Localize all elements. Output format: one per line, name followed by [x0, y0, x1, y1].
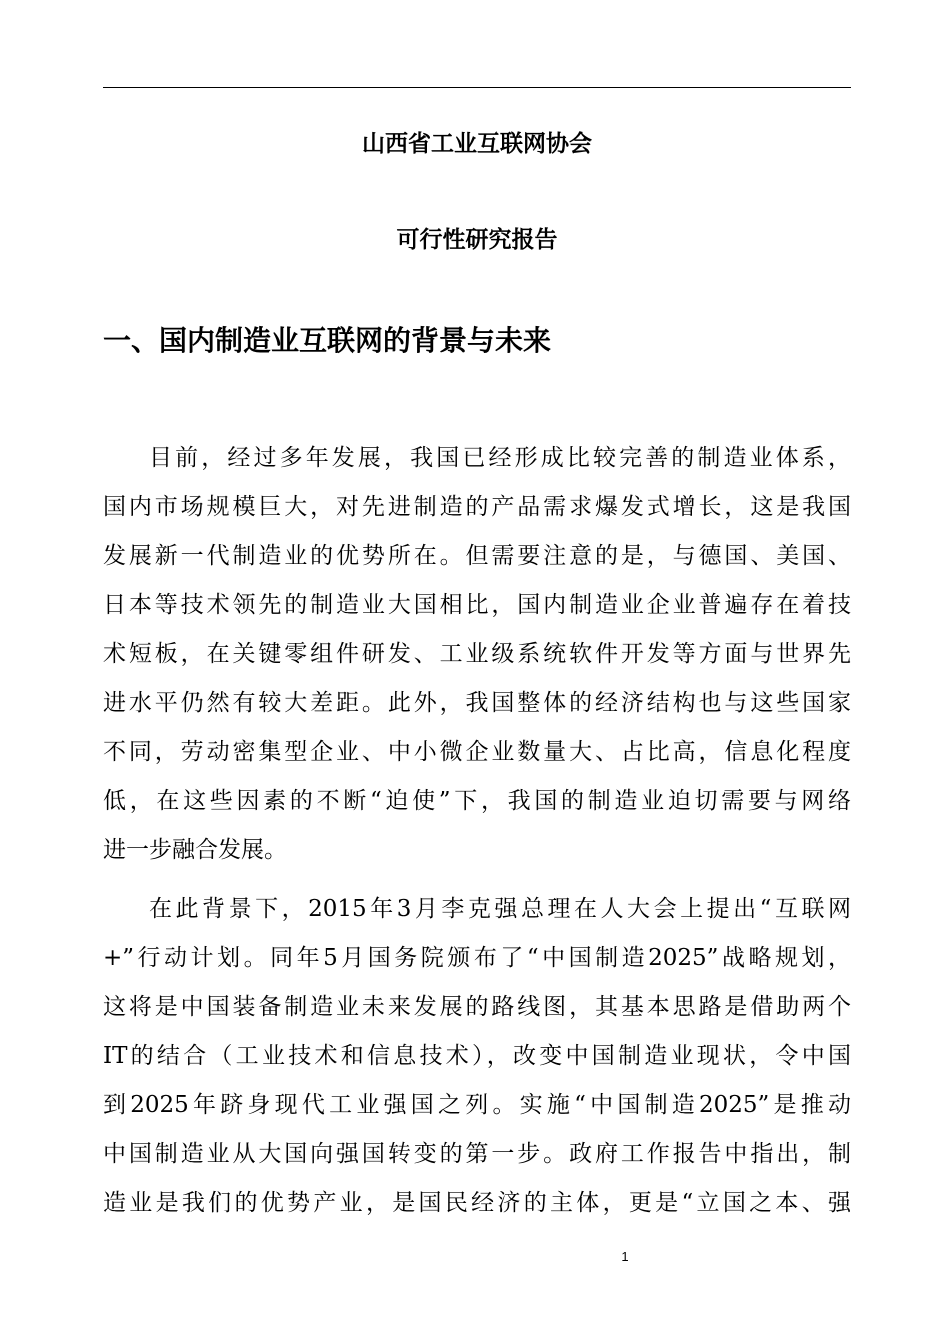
paragraph-line: 进一步融合发展。: [103, 837, 287, 863]
header-rule: [103, 87, 851, 88]
paragraph-line: 日本等技术领先的制造业大国相比，国内制造业企业普遍存在着技: [103, 592, 851, 618]
paragraph-line: 这将是中国装备制造业未来发展的路线图，其基本思路是借助两个: [103, 994, 851, 1020]
document-title: 山西省工业互联网协会: [362, 131, 592, 157]
paragraph-line: 中国制造业从大国向强国转变的第一步。政府工作报告中指出，制: [103, 1141, 851, 1167]
paragraph-line: 进水平仍然有较大差距。此外，我国整体的经济结构也与这些国家: [103, 690, 851, 716]
paragraph-line: 造业是我们的优势产业，是国民经济的主体，更是“立国之本、强: [103, 1190, 851, 1216]
paragraph-line: 发展新一代制造业的优势所在。但需要注意的是，与德国、美国、: [103, 543, 851, 569]
paragraph-line: 到2025年跻身现代工业强国之列。实施“中国制造2025”是推动: [103, 1092, 851, 1118]
paragraph-line: 不同，劳动密集型企业、中小微企业数量大、占比高，信息化程度: [103, 739, 851, 765]
paragraph-line: IT的结合（工业技术和信息技术），改变中国制造业现状，令中国: [103, 1043, 851, 1069]
section-heading: 一、国内制造业互联网的背景与未来: [103, 324, 552, 357]
paragraph-line: +”行动计划。同年5月国务院颁布了“中国制造2025”战略规划，: [103, 945, 851, 971]
paragraph-line: 国内市场规模巨大，对先进制造的产品需求爆发式增长，这是我国: [103, 494, 851, 520]
paragraph-line: 术短板，在关键零组件研发、工业级系统软件开发等方面与世界先: [103, 641, 851, 667]
paragraph-line: 目前，经过多年发展，我国已经形成比较完善的制造业体系，: [149, 445, 851, 471]
paragraph-line: 在此背景下，2015年3月李克强总理在人大会上提出“互联网: [149, 896, 851, 922]
document-subtitle: 可行性研究报告: [396, 227, 558, 253]
paragraph-2: [103, 885, 851, 1228]
paragraph-1: [103, 434, 851, 875]
page-number: 1: [621, 1249, 629, 1264]
paragraph-line: 低，在这些因素的不断“迫使”下，我国的制造业迫切需要与网络: [103, 788, 851, 814]
